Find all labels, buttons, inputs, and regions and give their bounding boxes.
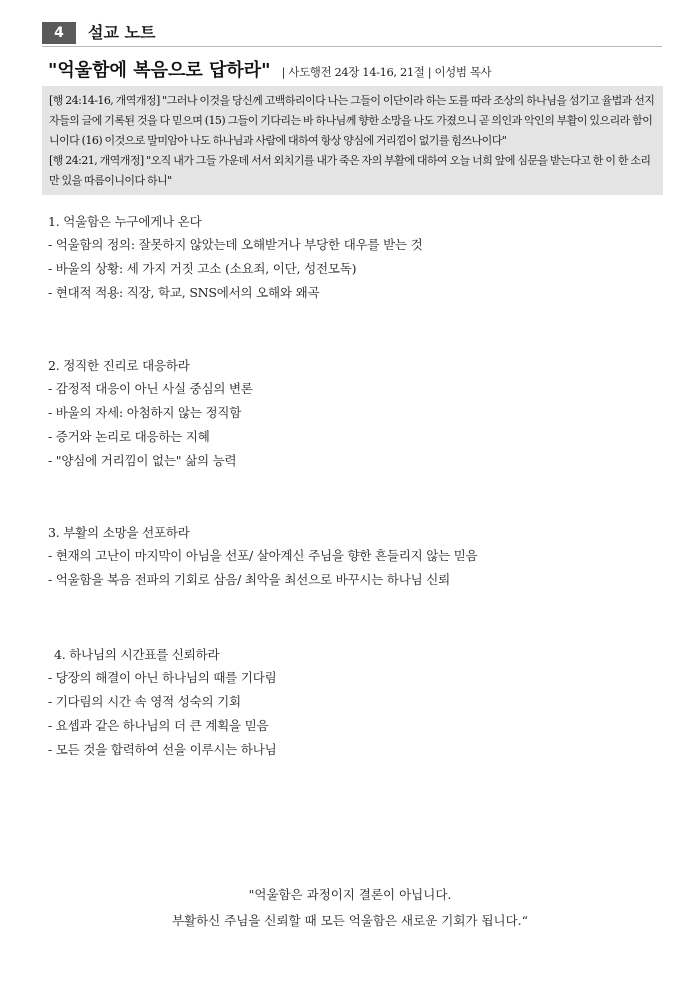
outline-section-2 <box>48 355 668 473</box>
list-item: - 현대적 적용: 직장, 학교, SNS에서의 오해와 왜곡 <box>48 285 320 300</box>
section-label: 설교 노트 <box>88 23 156 42</box>
list-item: - 모든 것을 합력하여 선을 이루시는 하나님 <box>48 742 277 757</box>
section-heading: 1. 억울함은 누구에게나 온다 <box>48 214 202 229</box>
sermon-title-row <box>48 56 668 82</box>
section-heading: 3. 부활의 소망을 선포하라 <box>48 525 190 540</box>
list-item: - 바울의 자세: 아첨하지 않는 정직함 <box>48 405 242 420</box>
outline-section-1 <box>48 211 668 305</box>
closing-line-1: "억울함은 과정이지 결론이 아닙니다. <box>248 887 452 902</box>
scripture-passage-1: [행 24:14-16, 개역개정] "그러나 이것을 당신께 고백하리이다 나는 그들이 이단이라 하는 도를 따라 조상의 하나님을 섬기고 율법과 선지자들의 글에 기록된 것을 다 믿으며 (15) 그들이 기다리는 바 하나님께 향한 소망을 나도 가졌으니 곧 의인과 악인의 부활이 있으리라 함이니이다 (16) 이것으로 말미암아 나도 하나님과 사람에 대하여 항상 양심에 거리낌이 없기를 힘쓰나이다" <box>49 94 655 147</box>
outline-section-3 <box>48 522 668 592</box>
sermon-reference: | 사도행전 24장 14-16, 21절 | 이성범 목사 <box>281 65 492 79</box>
list-item: - 억울함의 정의: 잘못하지 않았는데 오해받거나 부당한 대우를 받는 것 <box>48 237 423 252</box>
scripture-passage-2: [행 24:21, 개역개정] "오직 내가 그들 가운데 서서 외치기를 내가 죽은 자의 부활에 대하여 오늘 너희 앞에 심문을 받는다고 한 이 한 소리만 있을 따름이니이다 하니" <box>49 154 651 187</box>
scripture-box <box>42 86 663 195</box>
section-heading: 4. 하나님의 시간표를 신뢰하라 <box>54 647 220 662</box>
list-item: - 바울의 상황: 세 가지 거짓 고소 (소요죄, 이단, 성전모독) <box>48 261 357 276</box>
list-item: - 억울함을 복음 전파의 기회로 삼음/ 최악을 최선으로 바꾸시는 하나님 신뢰 <box>48 572 451 587</box>
page-header <box>42 22 662 47</box>
list-item: - "양심에 거리낌이 없는" 삶의 능력 <box>48 453 237 468</box>
sermon-title: "억울함에 복음으로 답하라" <box>48 60 271 81</box>
list-item: - 요셉과 같은 하나님의 더 큰 계획을 믿음 <box>48 718 269 733</box>
closing-quote <box>0 882 700 934</box>
list-item: - 감정적 대응이 아닌 사실 중심의 변론 <box>48 381 253 396</box>
list-item: - 증거와 논리로 대응하는 지혜 <box>48 429 210 444</box>
list-item: - 기다림의 시간 속 영적 성숙의 기회 <box>48 694 241 709</box>
list-item: - 현재의 고난이 마지막이 아님을 선포/ 살아계신 주님을 향한 흔들리지 않는 믿음 <box>48 548 478 563</box>
page-number-badge: 4 <box>42 22 76 44</box>
closing-line-2: 부활하신 주님을 신뢰할 때 모든 억울함은 새로운 기회가 됩니다.“ <box>171 913 529 928</box>
section-heading: 2. 정직한 진리로 대응하라 <box>48 358 190 373</box>
list-item: - 당장의 해결이 아닌 하나님의 때를 기다림 <box>48 670 277 685</box>
outline-section-4 <box>48 644 668 762</box>
